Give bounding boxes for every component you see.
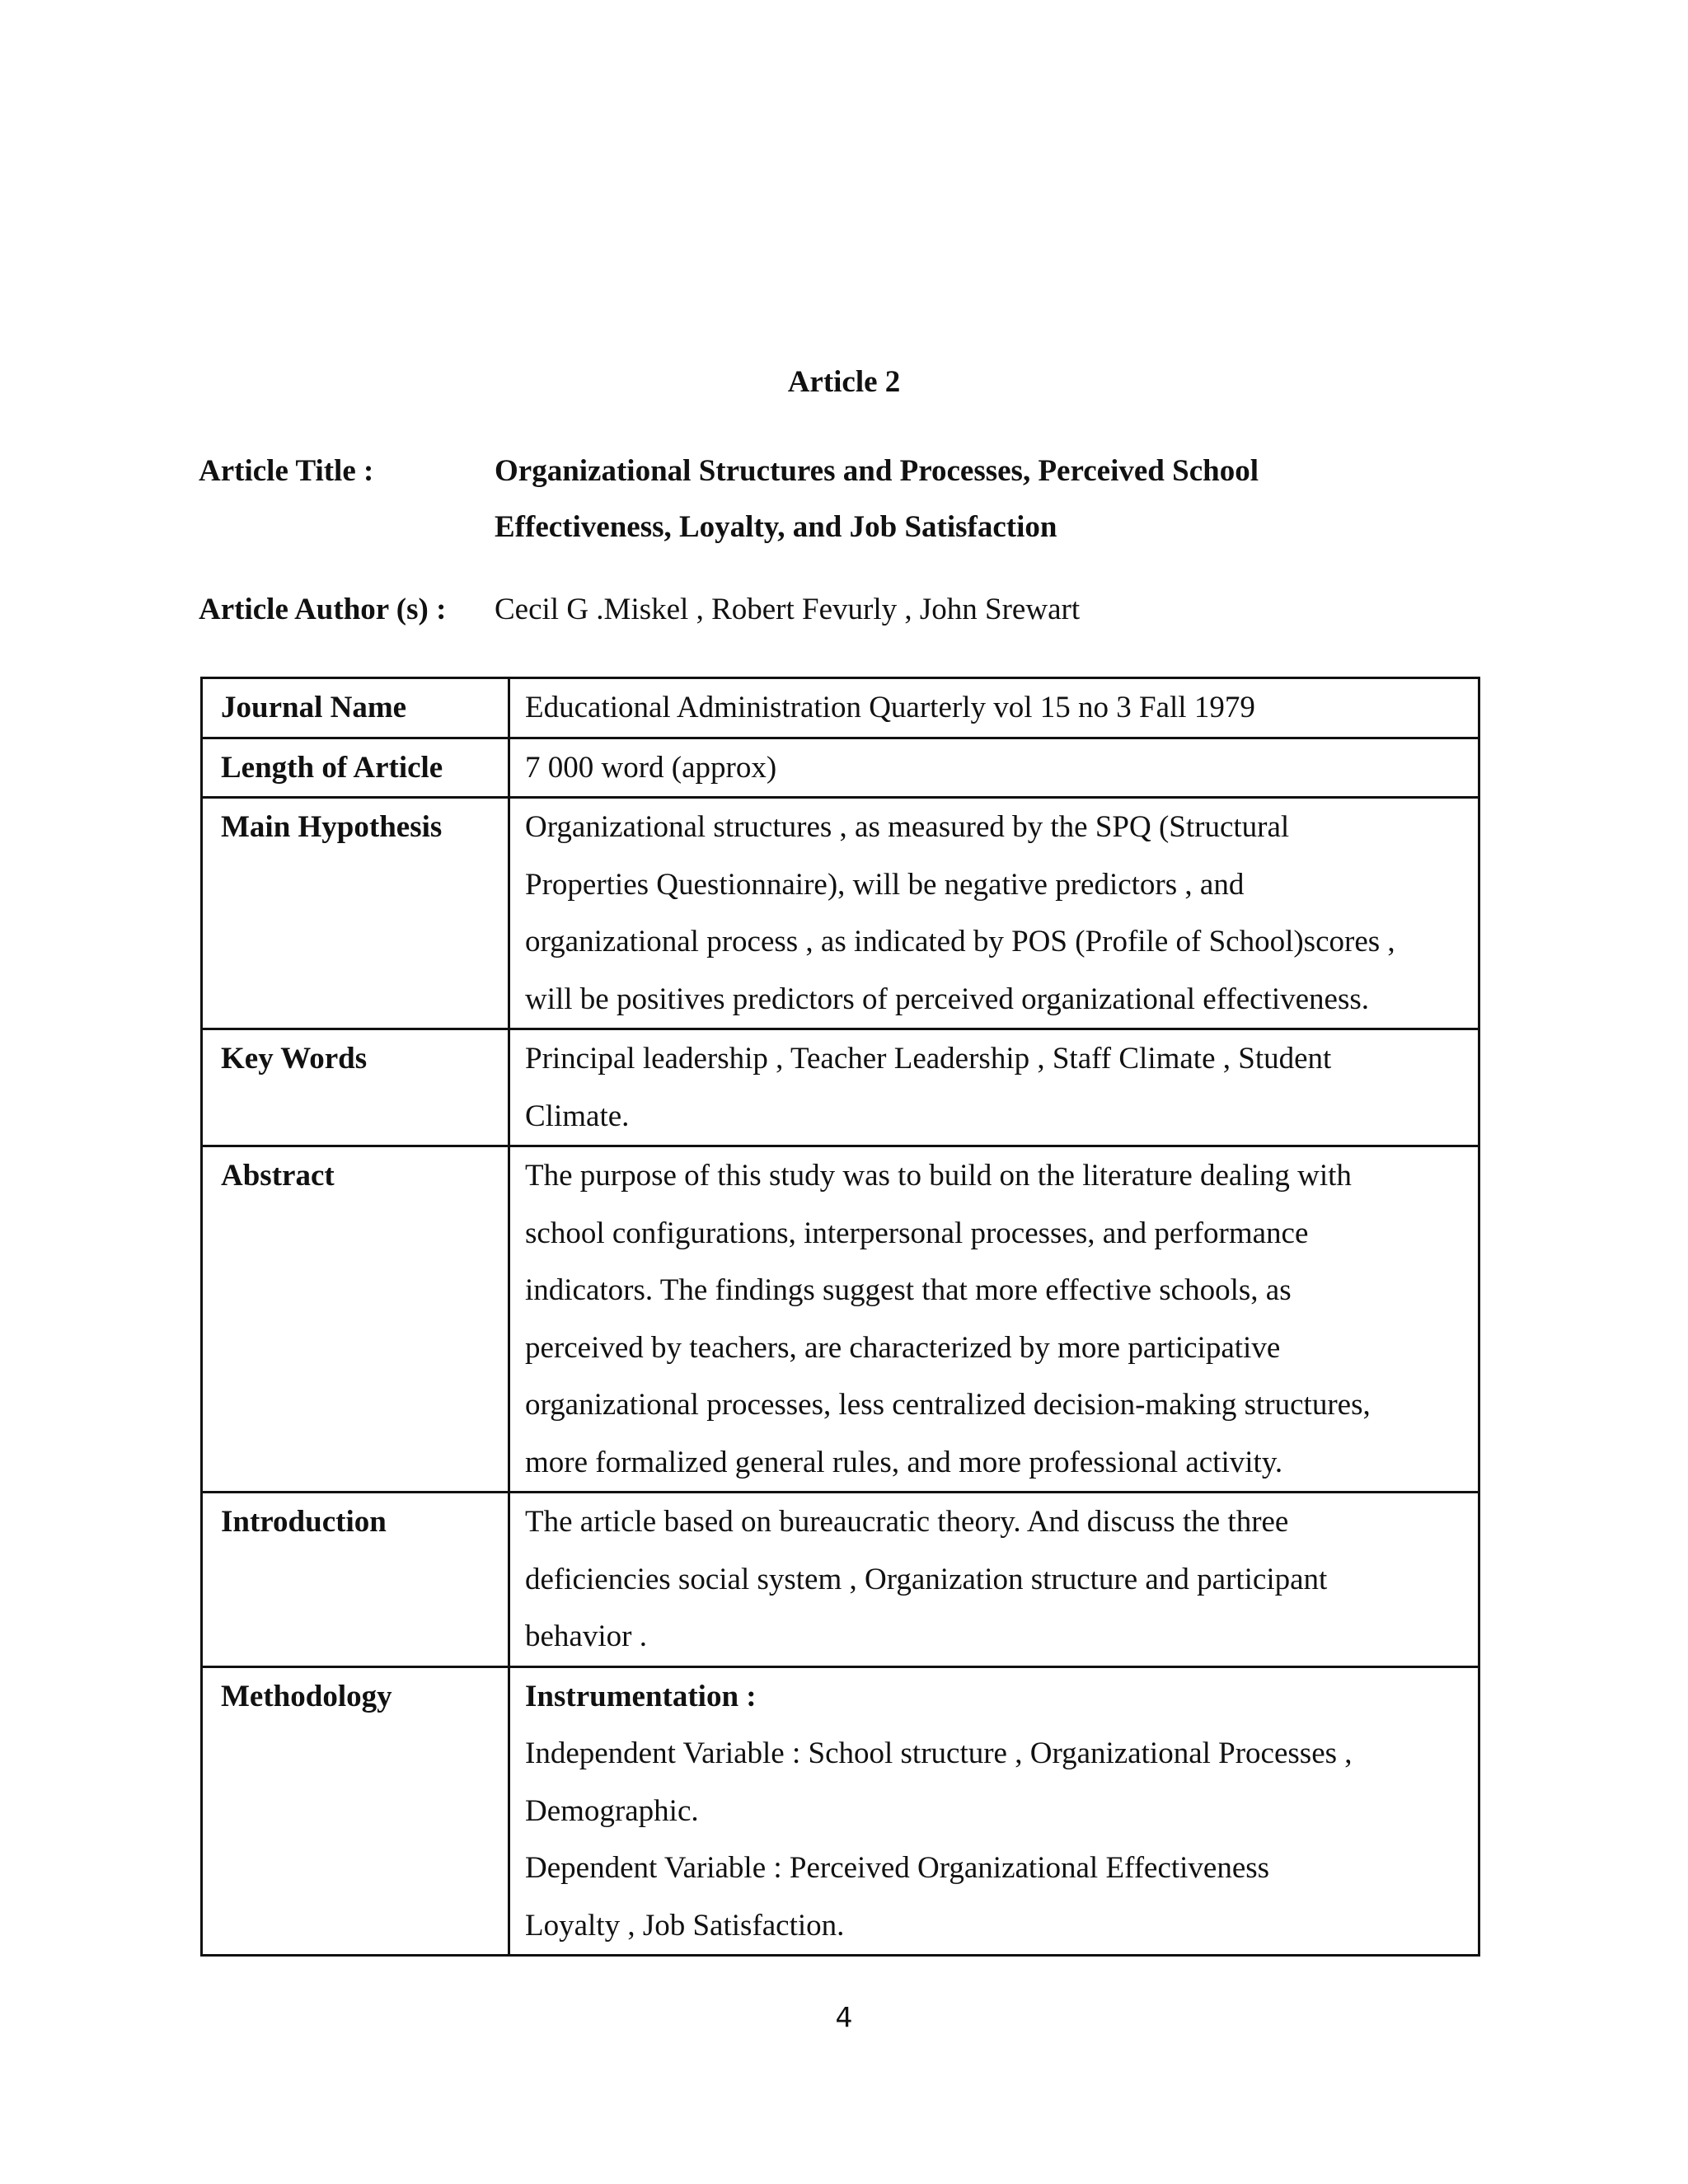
journal-value xyxy=(509,678,1479,738)
abstract-line: The purpose of this study was to build on the literature dealing with xyxy=(525,1159,1352,1193)
methodology-value xyxy=(509,1666,1479,1956)
article-title-block xyxy=(199,443,1493,555)
article-authors-label: Article Author (s) : xyxy=(199,593,447,626)
article-authors-row xyxy=(199,582,1493,638)
introduction-value xyxy=(509,1493,1479,1667)
keywords-line: Principal leadership , Teacher Leadership , Staff Climate , Student xyxy=(525,1042,1332,1076)
length-label: Length of Article xyxy=(202,738,509,798)
methodology-line: Demographic. xyxy=(525,1793,699,1828)
hypothesis-line: Properties Questionnaire), will be negative predictors , and xyxy=(525,867,1245,902)
abstract-label: Abstract xyxy=(202,1146,509,1493)
journal-line: Educational Administration Quarterly vol 15 no 3 Fall 1979 xyxy=(525,691,1255,724)
abstract-line: more formalized general rules, and more professional activity. xyxy=(525,1445,1283,1479)
introduction-line: The article based on bureaucratic theory. And discuss the three xyxy=(525,1505,1289,1539)
table-row-introduction xyxy=(202,1493,1479,1667)
article-title-value xyxy=(495,443,1493,555)
article-title-line: Effectiveness, Loyalty, and Job Satisfaction xyxy=(495,510,1057,544)
table-row-keywords xyxy=(202,1029,1479,1146)
article-summary-table xyxy=(200,677,1480,1957)
abstract-value xyxy=(509,1146,1479,1493)
table-row-journal xyxy=(202,678,1479,738)
table-row-length xyxy=(202,738,1479,798)
journal-label: Journal Name xyxy=(202,678,509,738)
table-row-hypothesis xyxy=(202,798,1479,1029)
hypothesis-line: Organizational structures , as measured by the SPQ (Structural xyxy=(525,810,1290,844)
introduction-line: deficiencies social system , Organization structure and participant xyxy=(525,1562,1328,1596)
article-title-line: Organizational Structures and Processes, Perceived School xyxy=(495,454,1259,488)
table-row-methodology xyxy=(202,1666,1479,1956)
methodology-line: Independent Variable : School structure , Organizational Processes , xyxy=(525,1736,1353,1770)
abstract-line: organizational processes, less centralized decision-making structures, xyxy=(525,1388,1371,1422)
page-number: 4 xyxy=(835,2001,853,2033)
keywords-line: Climate. xyxy=(525,1099,630,1133)
abstract-line: indicators. The findings suggest that more effective schools, as xyxy=(525,1273,1292,1307)
article-title-label: Article Title : xyxy=(199,454,374,488)
length-line: 7 000 word (approx) xyxy=(525,750,777,785)
abstract-line: perceived by teachers, are characterized by more participative xyxy=(525,1330,1281,1365)
article-authors-block xyxy=(199,582,1493,638)
keywords-value xyxy=(509,1029,1479,1146)
length-value xyxy=(509,738,1479,798)
article-authors-value: Cecil G .Miskel , Robert Fevurly , John Srewart xyxy=(495,593,1081,626)
hypothesis-line: will be positives predictors of perceived organizational effectiveness. xyxy=(525,982,1370,1016)
keywords-label: Key Words xyxy=(202,1029,509,1146)
hypothesis-line: organizational process , as indicated by POS (Profile of School)scores , xyxy=(525,925,1395,958)
methodology-label: Methodology xyxy=(202,1666,509,1956)
introduction-label: Introduction xyxy=(202,1493,509,1667)
article-title-row xyxy=(199,443,1493,555)
hypothesis-value xyxy=(509,798,1479,1029)
introduction-line: behavior . xyxy=(525,1619,647,1653)
hypothesis-label: Main Hypothesis xyxy=(202,798,509,1029)
methodology-line: Loyalty , Job Satisfaction. xyxy=(525,1908,845,1943)
page-heading: Article 2 xyxy=(787,365,901,399)
methodology-heading: Instrumentation : xyxy=(525,1679,757,1713)
abstract-line: school configurations, interpersonal processes, and performance xyxy=(525,1216,1309,1250)
methodology-line: Dependent Variable : Perceived Organizational Effectiveness xyxy=(525,1851,1270,1885)
table-row-abstract xyxy=(202,1146,1479,1493)
